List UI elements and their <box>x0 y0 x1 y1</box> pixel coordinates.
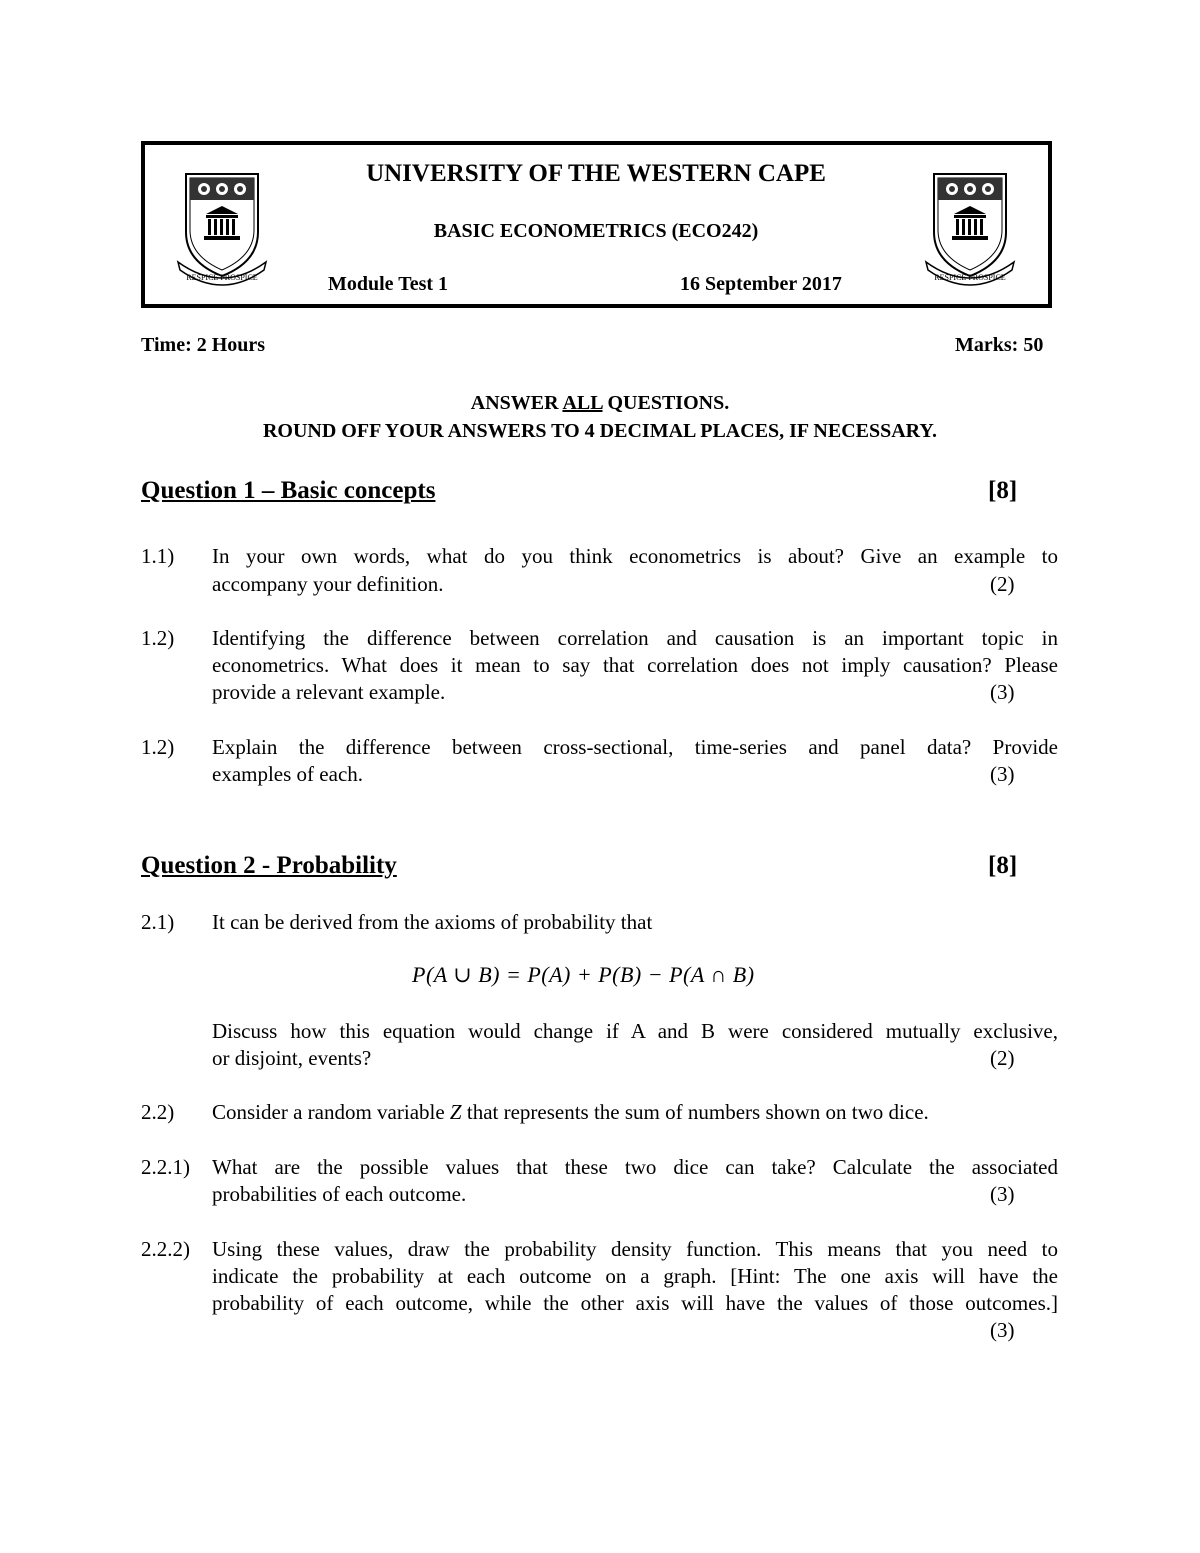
q2-2-1-line-2: probabilities of each outcome. <box>212 1182 467 1206</box>
q2-2-1-number: 2.2.1) <box>141 1155 190 1179</box>
total-marks: Marks: 50 <box>955 334 1044 356</box>
course-title: BASIC ECONOMETRICS (ECO242) <box>433 220 759 242</box>
instruction-all-underlined: ALL <box>562 392 603 414</box>
q2-1-line-1: Discuss how this equation would change if A and B were considered mutually exclusive, <box>212 1019 1058 1043</box>
probability-equation: P(A ∪ B) = P(A) + P(B) − P(A ∩ B) <box>412 962 755 987</box>
q1-1-marks: (2) <box>990 572 1015 596</box>
university-name: UNIVERSITY OF THE WESTERN CAPE <box>366 160 826 187</box>
test-date: 16 September 2017 <box>680 273 842 295</box>
time-allowed: Time: 2 Hours <box>141 334 266 356</box>
q2-2-text: Consider a random variable Z that represents the sum of numbers shown on two dice. <box>212 1100 929 1124</box>
q2-2-1-line-1: What are the possible values that these two dice can take? Calculate the associated <box>212 1155 1058 1179</box>
q2-2-2-line-2: indicate the probability at each outcome on a graph. [Hint: The one axis will have the <box>212 1264 1058 1288</box>
question-1-marks: [8] <box>988 477 1018 504</box>
q2-2-2-line-3: probability of each outcome, while the other axis will have the values of those outcomes.] <box>212 1291 1058 1315</box>
university-crest-left <box>176 170 268 290</box>
q1-2-number: 1.2) <box>141 626 175 650</box>
crest-motto-right: RESPICE PROSPICE <box>934 273 1006 282</box>
crest-motto-left: RESPICE PROSPICE <box>186 273 258 282</box>
q1-1-number: 1.1) <box>141 544 175 568</box>
q1-2-line-2: econometrics. What does it mean to say that correlation does not imply causation? Please <box>212 653 1058 677</box>
q2-2-2-number: 2.2.2) <box>141 1237 190 1261</box>
q2-2-2-marks: (3) <box>990 1318 1015 1342</box>
q2-1-line-2: or disjoint, events? <box>212 1046 372 1070</box>
q1-3-number: 1.2) <box>141 735 175 759</box>
q2-1-marks: (2) <box>990 1046 1015 1070</box>
q2-2-1-marks: (3) <box>990 1182 1015 1206</box>
q1-1-line-2: accompany your definition. <box>212 572 444 596</box>
q2-2-2-line-1: Using these values, draw the probability density function. This means that you need to <box>212 1237 1058 1261</box>
q1-1-line-1: In your own words, what do you think econometrics is about? Give an example to <box>212 544 1058 568</box>
q1-2-line-1: Identifying the difference between correlation and causation is an important topic in <box>212 626 1058 650</box>
question-2-marks: [8] <box>988 852 1018 879</box>
q2-1-intro: It can be derived from the axioms of probability that <box>212 910 653 934</box>
q1-2-line-3: provide a relevant example. <box>212 680 446 704</box>
q1-2-marks: (3) <box>990 680 1015 704</box>
test-name: Module Test 1 <box>328 273 449 295</box>
q1-3-line-2: examples of each. <box>212 762 364 786</box>
instruction-rounding: ROUND OFF YOUR ANSWERS TO 4 DECIMAL PLACES, IF NECESSARY. <box>262 420 938 442</box>
q1-3-marks: (3) <box>990 762 1015 786</box>
q2-1-number: 2.1) <box>141 910 175 934</box>
question-2-heading: Question 2 - Probability <box>141 852 397 879</box>
instruction-answer-all: ANSWER ALL QUESTIONS. <box>470 392 730 414</box>
university-crest-right <box>924 170 1016 290</box>
variable-z: Z <box>449 1100 462 1124</box>
q2-2-number: 2.2) <box>141 1100 175 1124</box>
question-1-heading: Question 1 – Basic concepts <box>141 477 436 504</box>
q1-3-line-1: Explain the difference between cross-sectional, time-series and panel data? Provide <box>212 735 1058 759</box>
